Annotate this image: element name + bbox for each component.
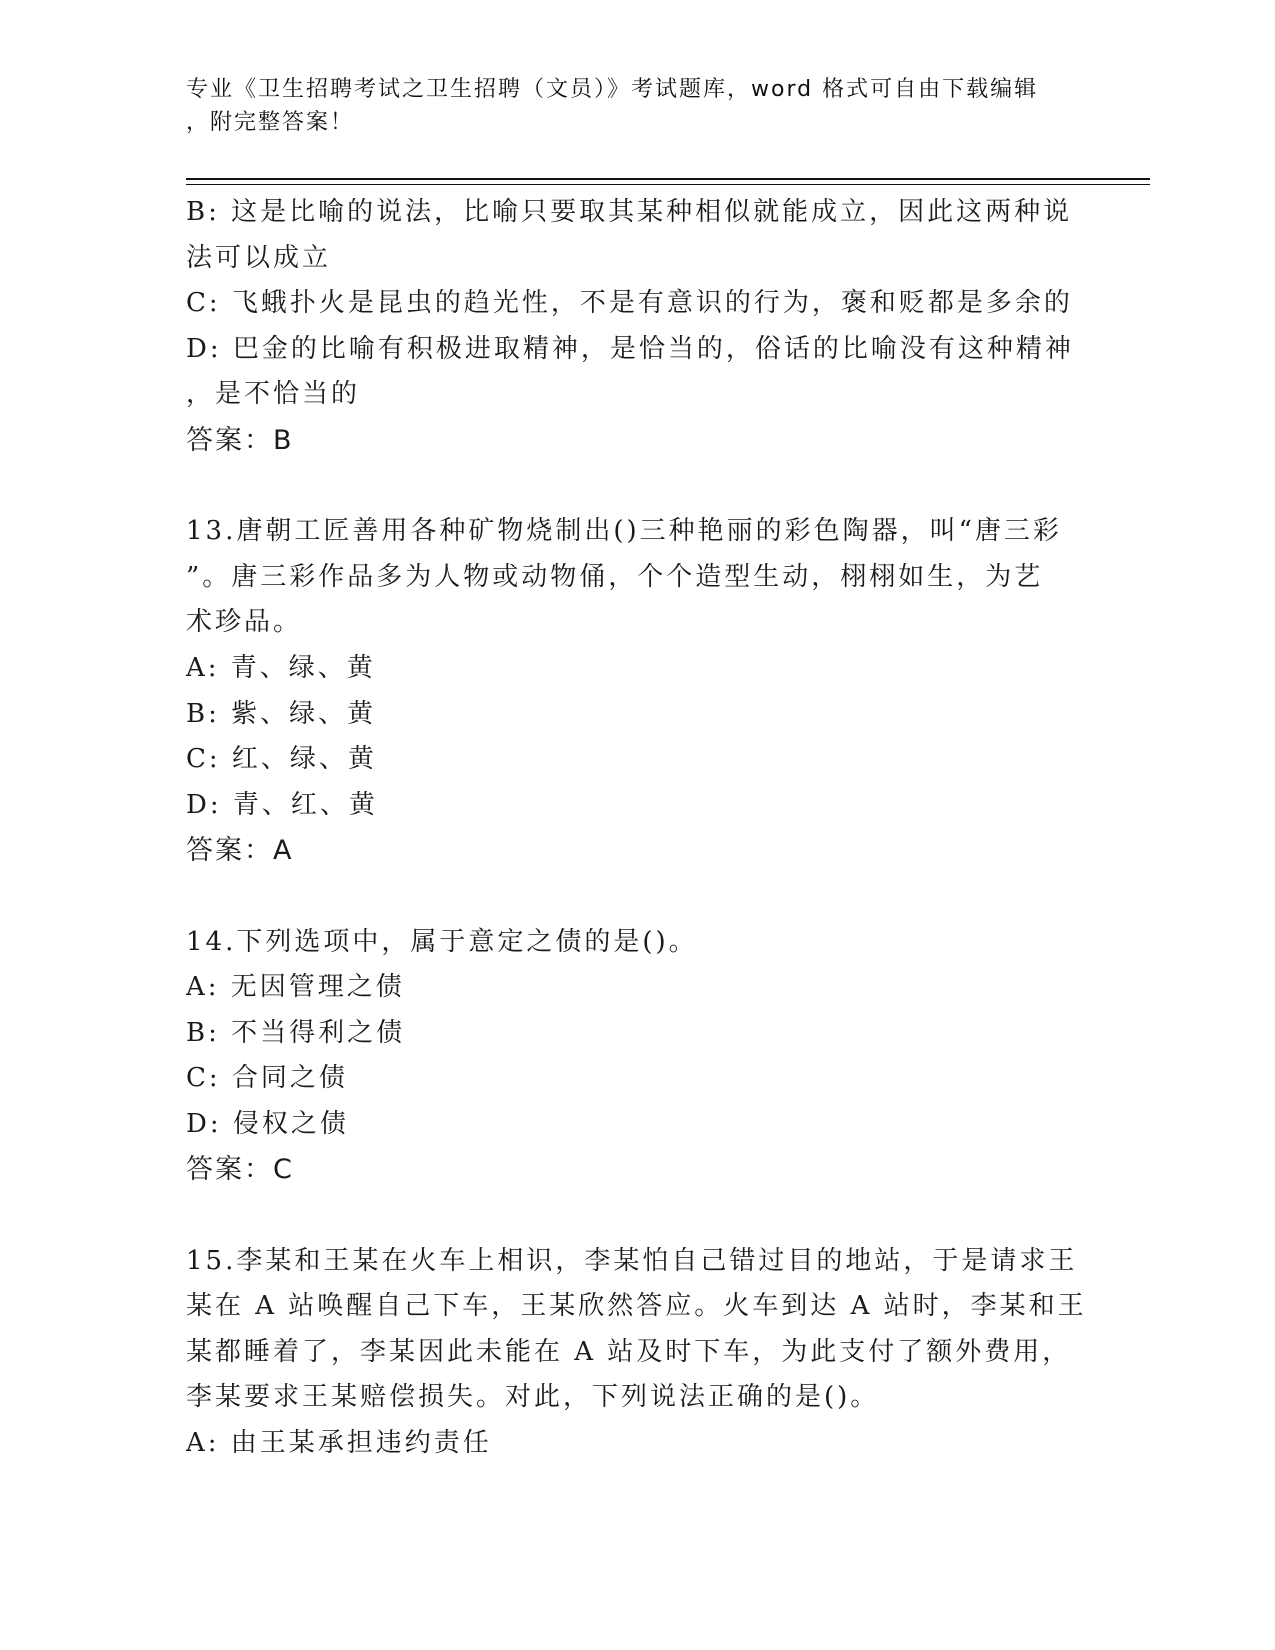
answer: 答案：A (186, 835, 294, 867)
option-c: C: 合同之债 (186, 1063, 348, 1094)
question-content (186, 190, 1086, 1467)
option-b: B: 紫、绿、黄 (186, 698, 377, 729)
option-a: A: 由王某承担违约责任 (186, 1428, 492, 1459)
answer: 答案：C (186, 1154, 294, 1186)
option-d: D: 青、红、黄 (186, 789, 378, 820)
header-rule-thick (186, 178, 1150, 180)
option-c: C: 红、绿、黄 (186, 744, 377, 775)
question-13 (186, 509, 1086, 874)
question-14 (186, 920, 1086, 1194)
answer: 答案：B (186, 424, 294, 456)
option-b-continued: 法可以成立 (186, 242, 332, 273)
option-a: A: 青、绿、黄 (186, 652, 376, 683)
spacer (186, 874, 1086, 920)
question-stem-continued: 某在 A 站唤醒自己下车，王某欣然答应。火车到达 A 站时，李某和王 (186, 1291, 1087, 1322)
option-b: B: 不当得利之债 (186, 1017, 406, 1048)
option-d: D: 侵权之债 (186, 1108, 349, 1139)
question-stem-continued: 李某要求王某赔偿损失。对此，下列说法正确的是()。 (186, 1382, 880, 1413)
option-d-continued: ，是不恰当的 (186, 379, 361, 410)
option-c: C: 飞蛾扑火是昆虫的趋光性，不是有意识的行为，褒和贬都是多余的 (186, 288, 1073, 319)
option-d: D: 巴金的比喻有积极进取精神，是恰当的，俗话的比喻没有这种精神 (186, 333, 1074, 364)
spacer (186, 464, 1086, 510)
question-stem-continued: 术珍品。 (186, 607, 303, 638)
page-header (186, 73, 1086, 139)
question-stem: 13.唐朝工匠善用各种矿物烧制出()三种艳丽的彩色陶器，叫“唐三彩 (186, 516, 1062, 547)
question-stem: 15.李某和王某在火车上相识，李某怕自己错过目的地站，于是请求王 (186, 1245, 1078, 1276)
option-a: A: 无因管理之债 (186, 972, 405, 1003)
header-rule-thin (186, 184, 1150, 185)
question-stem: 14.下列选项中，属于意定之债的是()。 (186, 926, 698, 957)
header-line-2: ，附完整答案！ (186, 110, 355, 135)
question-12 (186, 190, 1086, 464)
question-stem-continued: 某都睡着了，李某因此未能在 A 站及时下车，为此支付了额外费用， (186, 1336, 1072, 1367)
question-15 (186, 1239, 1086, 1467)
option-b: B: 这是比喻的说法，比喻只要取其某种相似就能成立，因此这两种说 (186, 197, 1073, 227)
spacer (186, 1193, 1086, 1239)
question-stem-continued: ”。唐三彩作品多为人物或动物俑，个个造型生动，栩栩如生，为艺 (186, 561, 1044, 592)
header-line-1: 专业《卫生招聘考试之卫生招聘（文员）》考试题库，word 格式可自由下载编辑 (186, 77, 1039, 102)
